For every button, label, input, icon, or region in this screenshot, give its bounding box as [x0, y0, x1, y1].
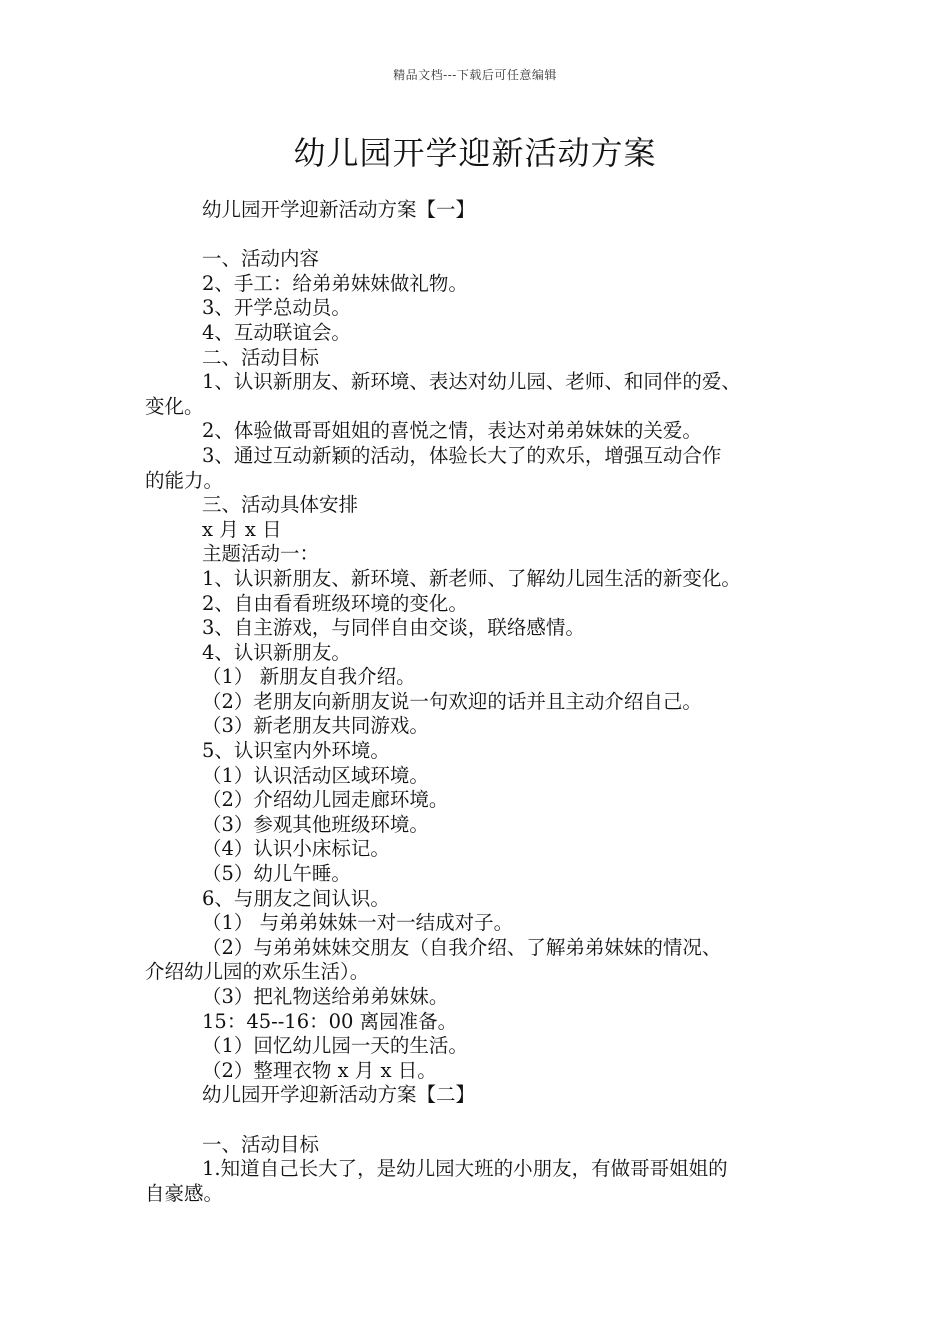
- body-line: （1） 与弟弟妹妹一对一结成对子。: [202, 911, 514, 935]
- body-line: 的能力。: [145, 468, 224, 492]
- body-line: x 月 x 日: [202, 517, 282, 541]
- body-line: 自豪感。: [145, 1181, 224, 1205]
- body-line: 三、活动具体安排: [202, 493, 359, 517]
- body-line: 二、活动目标: [202, 345, 320, 369]
- body-line: （4）认识小床标记。: [202, 837, 390, 861]
- paragraph-gap: [145, 1108, 825, 1133]
- body-line: 幼儿园开学迎新活动方案【二】: [202, 1083, 476, 1107]
- paragraph-gap: [145, 223, 825, 248]
- page-header-note: 精品文档---下载后可任意编辑: [393, 68, 557, 82]
- body-line: 6、与朋友之间认识。: [202, 886, 390, 910]
- body-line: （1）认识活动区域环境。: [202, 763, 429, 787]
- body-line: （2）整理衣物 x 月 x 日。: [202, 1058, 437, 1082]
- body-line: （5）幼儿午睡。: [202, 862, 351, 886]
- body-line: 一、活动内容: [202, 247, 320, 271]
- body-line: 1、认识新朋友、新环境、表达对幼儿园、老师、和同伴的爱、: [202, 370, 741, 394]
- body-line: 5、认识室内外环境。: [202, 739, 390, 763]
- body-line: 变化。: [145, 394, 204, 418]
- body-line: （3）新老朋友共同游戏。: [202, 714, 429, 738]
- document-title: 幼儿园开学迎新活动方案: [293, 134, 657, 172]
- body-line: 2、自由看看班级环境的变化。: [202, 591, 468, 615]
- body-line: 3、开学总动员。: [202, 296, 351, 320]
- body-line: 1、认识新朋友、新环境、新老师、了解幼儿园生活的新变化。: [202, 566, 741, 590]
- body-line: 4、互动联谊会。: [202, 320, 351, 344]
- body-line: 主题活动一：: [202, 542, 320, 566]
- body-line: 3、自主游戏，与同伴自由交谈，联络感情。: [202, 616, 585, 640]
- body-line: （2）与弟弟妹妹交朋友（自我介绍、了解弟弟妹妹的情况、: [202, 935, 722, 959]
- body-line: （2）老朋友向新朋友说一句欢迎的话并且主动介绍自己。: [202, 689, 702, 713]
- body-line: 1.知道自己长大了，是幼儿园大班的小朋友，有做哥哥姐姐的: [202, 1157, 728, 1181]
- body-line: （1） 新朋友自我介绍。: [202, 665, 416, 689]
- body-line: 15：45--16：00 离园准备。: [202, 1009, 458, 1033]
- body-line: 2、手工：给弟弟妹妹做礼物。: [202, 271, 468, 295]
- body-line: （1）回忆幼儿园一天的生活。: [202, 1034, 468, 1058]
- body-line: 介绍幼儿园的欢乐生活）。: [145, 960, 370, 984]
- body-line: 幼儿园开学迎新活动方案【一】: [202, 198, 476, 221]
- body-line: 4、认识新朋友。: [202, 640, 351, 664]
- body-line: 3、通过互动新颖的活动，体验长大了的欢乐，增强互动合作: [202, 443, 722, 467]
- body-line: （3）把礼物送给弟弟妹妹。: [202, 985, 449, 1008]
- body-line: （2）介绍幼儿园走廊环境。: [202, 788, 449, 812]
- body-line: （3）参观其他班级环境。: [202, 812, 429, 836]
- body-line: 2、体验做哥哥姐姐的喜悦之情，表达对弟弟妹妹的关爱。: [202, 419, 702, 443]
- body-line: 一、活动目标: [202, 1132, 320, 1156]
- document-body: [145, 198, 825, 1206]
